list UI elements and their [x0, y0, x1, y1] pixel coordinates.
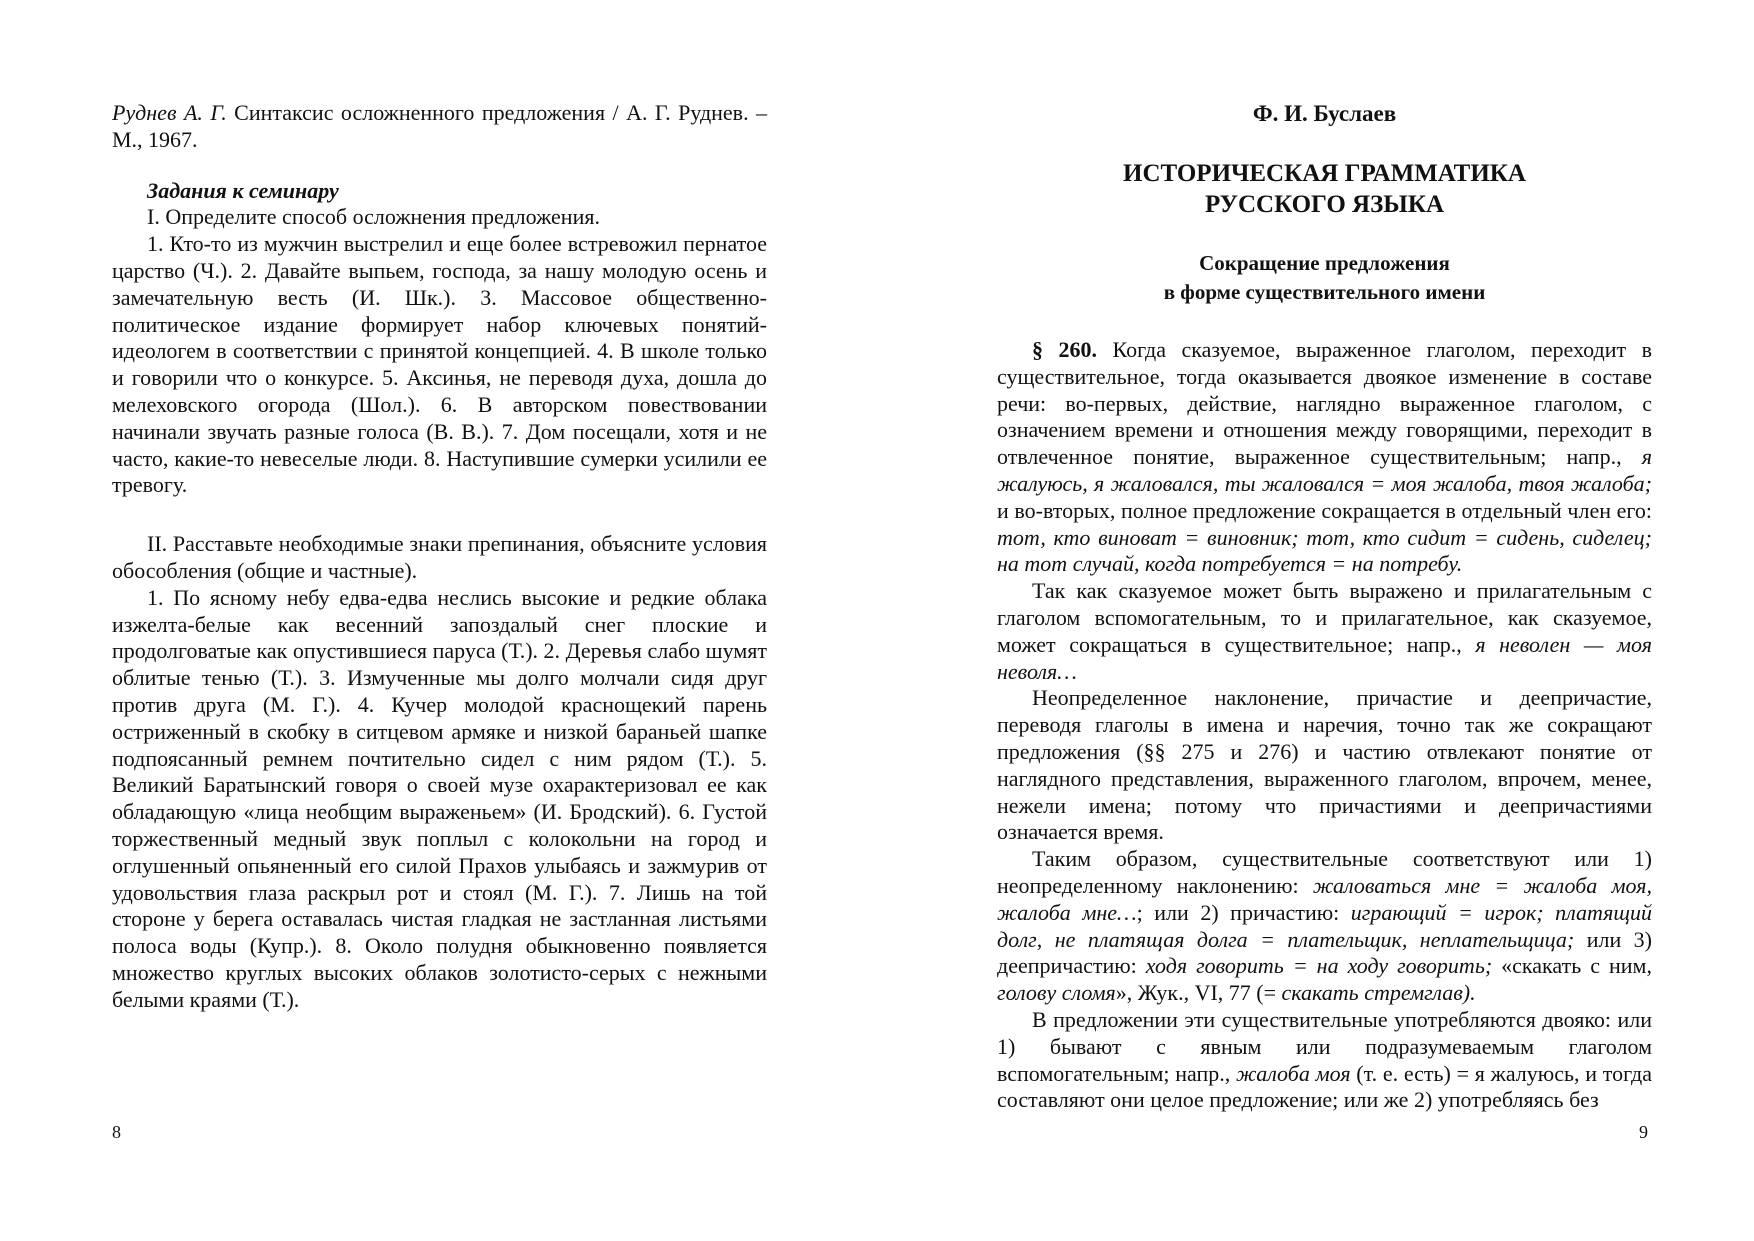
- author-name: Ф. И. Буслаев: [1252, 101, 1397, 126]
- book-title: [997, 158, 1652, 220]
- para5-text-1: В предложении эти существительные употребляются двояко: или 1) бывают с явным или подразумеваемым глаголом вспомогательным; напр.,: [997, 1006, 1652, 1086]
- para4-text-4: «скакать с ним,: [1492, 953, 1652, 979]
- task1-text: 1. Кто-то из мужчин выстрелил и еще более встревожил пернатое царство (Ч.). 2. Давайте выпьем, господа, за нашу молодую осень и замечательную весть (И. Шк.). 3. Массовое общественно-политическое издание формирует набор ключевых понятий-идеологем в соответствии с принятой концепцией. 4. В школе только и говорили что о конкурсе. 5. Аксинья, не переводя духа, дошла до мелеховского огорода (Шол.). 6. В авторском повествовании начинали звучать разные голоса (В. В.). 7. Дом посещали, хотя и не часто, какие-то невеселые люди. 8. Наступившие сумерки усилили ее тревогу.: [112, 231, 767, 498]
- right-page: [877, 0, 1754, 1241]
- para5-example-1: жалоба моя: [1236, 1060, 1351, 1086]
- page-number-right: 9: [1639, 1122, 1648, 1142]
- title-line-1: ИСТОРИЧЕСКАЯ ГРАММАТИКА: [1123, 160, 1526, 187]
- para1-text-1: Когда сказуемое, выраженное глаголом, переходит в существительное, тогда оказывается двоякое изменение в составе речи: во-первых, действие, наглядно выраженное глаголом, с означением времени и отношения между говорящими, переходит в отвлеченное понятие, выраженное существительным; напр.,: [997, 337, 1652, 470]
- para4-text-3: или 3) деепричастию:: [997, 926, 1652, 979]
- para1-example-1: я жалуюсь, я жаловался, ты жаловался = моя жалоба, твоя жалоба;: [997, 444, 1652, 496]
- paragraph-5: [997, 1007, 1652, 1114]
- para1-example-2: тот, кто виноват = виновник; тот, кто сидит = сидень, сиделец; на тот случай, когда потребуется = на потребу.: [997, 524, 1652, 577]
- para1-text-2: и во-вторых, полное предложение сокращается в отдельный член его:: [997, 497, 1652, 523]
- biblio-author: Руднев А. Г.: [112, 100, 227, 125]
- para4-example-2: играющий = игрок; платящий долг, не платящая долга = плательщик, неплательщица;: [997, 899, 1652, 952]
- para5-text-2: (т. е. есть) = я жалуюсь, и тогда составляют они целое предложение; или же 2) употребляясь без: [997, 1060, 1652, 1113]
- para3-text-1: Неопределенное наклонение, причастие и деепричастие, переводя глаголы в имена и наречия, точно так же сокращают предложения (§§ 275 и 276) и частию отвлекают понятие от наглядного представления, выраженного глаголом, впрочем, менее, нежели имена; потому что причастиями и деепричастиями означается время.: [997, 685, 1652, 845]
- para4-text-5: », Жук., VI, 77 (=: [1115, 980, 1282, 1006]
- page-number-left: 8: [112, 1122, 121, 1142]
- paragraph-4: [997, 846, 1652, 1007]
- para2-text-1: Так как сказуемое может быть выражено и прилагательным с глаголом вспомогательным, то и прилагательное, как сказуемое, может сокращаться в существительное; напр.,: [997, 578, 1652, 657]
- section-subtitle: [997, 249, 1652, 307]
- para4-example-3: ходя говорить = на ходу говорить;: [1145, 953, 1493, 979]
- para2-example-1: я неволен — моя неволя…: [997, 631, 1652, 684]
- task1-title: I. Определите способ осложнения предложения.: [147, 204, 600, 230]
- task2-text: 1. По ясному небу едва-едва неслись высокие и редкие облака изжелта-белые как весенний запоздалый снег плоские и продолговатые как опустившиеся паруса (Т.). 2. Деревья слабо шумят облитые тенью (Т.). 3. Измученные мы долго молчали сидя друг против друга (М. Г.). 4. Кучер молодой краснощекий парень остриженный в скобку в ситцевом армяке и низкой бараньей шапке подпоясанный ремнем почтительно сидел с ним рядом (Т.). 5. Великий Баратынский говоря о своей музе охарактеризовал ее как обладающую «лица необщим выраженьем» (И. Бродский). 6. Густой торжественный медный звук поплыл с колокольни на город и оглушенный опьяненный его силой Прахов улыбаясь и зажмурив от удовольствия глаза раскрыл рот и стоял (М. Г.). 7. Лишь на той стороне у берега оставалась чистая гладкая не застланная листьями полоса воды (Купр.). 8. Около полудня обыкновенно появляется множество круглых высоких облаков золотисто-серых с нежными белыми краями (Т.).: [112, 584, 767, 1012]
- title-line-2: РУССКОГО ЯЗЫКА: [1204, 191, 1444, 218]
- subtitle-line-2: в форме существительного имени: [1163, 280, 1486, 304]
- paragraph-260: [997, 337, 1652, 578]
- para4-example-1: жаловаться мне = жалоба моя, жалоба мне…: [997, 872, 1652, 925]
- bibliography-entry: [112, 100, 767, 154]
- para4-example-5: скакать стремглав).: [1281, 980, 1476, 1006]
- biblio-rest: Синтаксис осложненного предложения / А. Г. Руднев. – М., 1967.: [112, 100, 768, 152]
- task2-title: II. Расставьте необходимые знаки препинания, объясните условия обособления (общие и частные).: [112, 531, 767, 583]
- paragraph-2: [997, 578, 1652, 685]
- left-page-text: [112, 100, 767, 1014]
- seminar-heading: Задания к семинару: [147, 177, 339, 203]
- para4-example-4: голову сломя: [997, 980, 1116, 1006]
- subtitle-line-1: Сокращение предложения: [1199, 251, 1450, 275]
- para4-text-2: ; или 2) причастию:: [1136, 899, 1351, 925]
- paragraph-3: [997, 685, 1652, 846]
- para4-text-1: Таким образом, существительные соответствуют или 1) неопределенному наклонению:: [997, 846, 1652, 898]
- right-page-text: [997, 100, 1652, 1114]
- section-number: § 260.: [1032, 337, 1097, 362]
